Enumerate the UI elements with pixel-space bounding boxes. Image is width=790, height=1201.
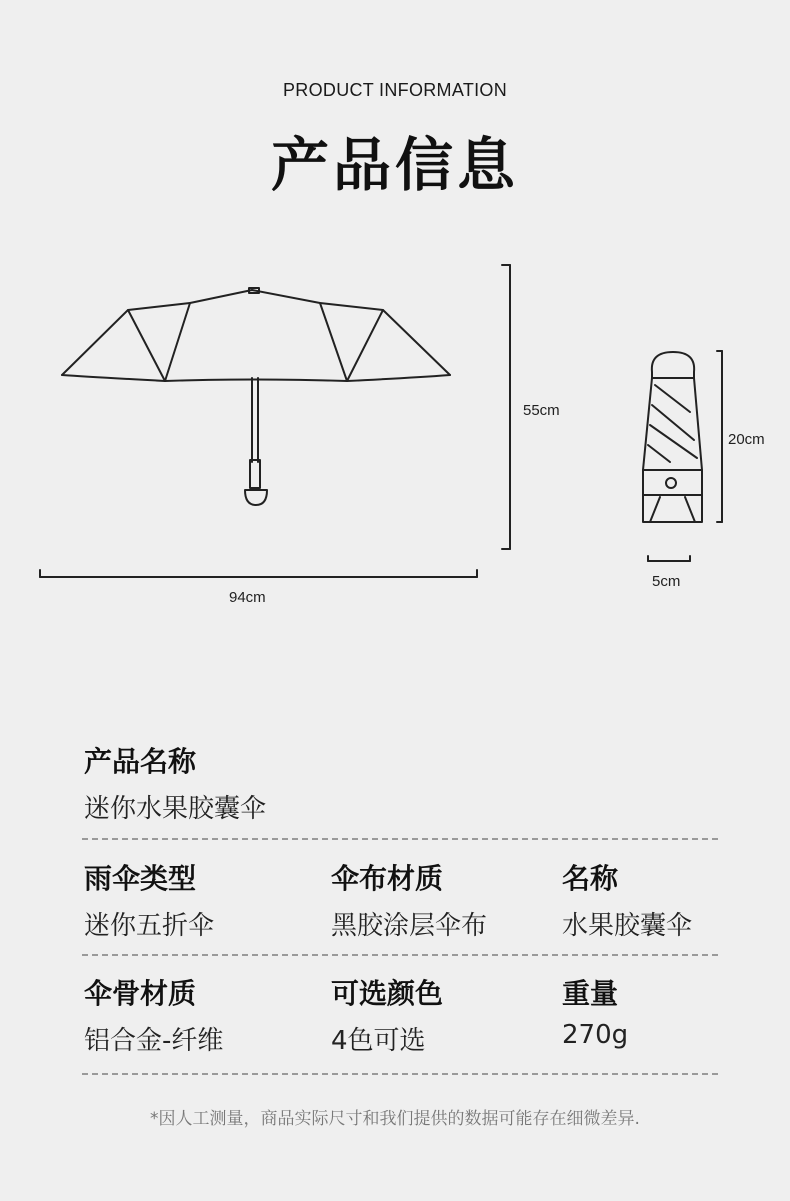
section-subtitle: PRODUCT INFORMATION <box>282 80 508 100</box>
folded-height-label: 20cm <box>728 431 765 448</box>
spec-label-weight: 重量 <box>562 977 619 1010</box>
open-height-label: 55cm <box>523 402 560 419</box>
divider <box>82 954 718 956</box>
spec-label-name: 名称 <box>562 862 619 895</box>
spec-label-colors: 可选颜色 <box>331 977 444 1010</box>
spec-value-colors: 4色可选 <box>331 1026 426 1056</box>
measurement-disclaimer: *因人工测量，商品实际尺寸和我们提供的数据可能存在细微差异. <box>150 1109 640 1129</box>
folded-height-dimension-line <box>717 351 722 522</box>
open-width-dimension-line <box>40 570 477 577</box>
open-width-label: 94cm <box>229 589 266 606</box>
spec-value-umbrella-type: 迷你五折伞 <box>84 911 215 941</box>
page-title: 产品信息 <box>270 131 519 199</box>
spec-label-umbrella-type: 雨伞类型 <box>84 862 197 895</box>
product-name-value: 迷你水果胶囊伞 <box>84 794 267 824</box>
divider <box>82 838 718 840</box>
spec-value-name: 水果胶囊伞 <box>562 911 693 941</box>
spec-value-weight: 270g <box>562 1020 629 1050</box>
folded-umbrella-illustration <box>643 352 702 522</box>
open-umbrella-illustration <box>62 288 450 505</box>
folded-width-label: 5cm <box>652 573 681 590</box>
spec-value-frame: 铝合金-纤维 <box>84 1026 224 1056</box>
open-height-dimension-line <box>502 265 510 549</box>
spec-label-fabric: 伞布材质 <box>331 862 444 895</box>
folded-width-dimension-line <box>648 556 690 561</box>
product-name-label: 产品名称 <box>84 745 197 778</box>
spec-value-fabric: 黑胶涂层伞布 <box>331 911 488 941</box>
spec-label-frame: 伞骨材质 <box>84 977 197 1010</box>
divider <box>82 1073 718 1075</box>
